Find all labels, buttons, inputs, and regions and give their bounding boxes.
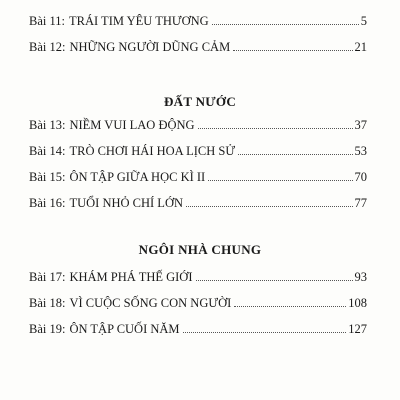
toc-lesson-number: Bài 19: (29, 322, 66, 336)
toc-page-number: 127 (348, 322, 367, 336)
toc-page-number: 53 (354, 144, 367, 158)
toc-lesson-title: VÌ CUỘC SỐNG CON NGƯỜI (69, 296, 232, 310)
toc-leader-dots (212, 23, 359, 25)
toc-lesson-title: TRÒ CHƠI HÁI HOA LỊCH SỬ (69, 144, 236, 158)
toc-lesson-number: Bài 17: (29, 270, 66, 284)
toc-lesson-number: Bài 16: (29, 196, 66, 210)
toc-lesson-number: Bài 14: (29, 144, 66, 158)
toc-lesson-title: TRÁI TIM YÊU THƯƠNG (69, 14, 209, 28)
toc-entry-lesson-17[interactable] (29, 268, 367, 284)
toc-entry-lesson-19[interactable] (29, 320, 367, 336)
toc-leader-dots (186, 205, 353, 207)
toc-lesson-title: ÔN TẬP CUỐI NĂM (69, 322, 180, 336)
toc-lesson-title: KHÁM PHÁ THẾ GIỚI (69, 270, 193, 284)
toc-leader-dots (233, 49, 352, 51)
toc-lesson-title: NIỀM VUI LAO ĐỘNG (69, 118, 195, 132)
toc-entry-lesson-13[interactable] (29, 116, 367, 132)
toc-leader-dots (183, 331, 347, 333)
toc-page-number: 77 (354, 196, 367, 210)
toc-leader-dots (234, 305, 346, 307)
toc-page-number: 70 (354, 170, 367, 184)
toc-leader-dots (238, 153, 352, 155)
section-heading-ngoi-nha-chung: NGÔI NHÀ CHUNG (138, 242, 262, 257)
toc-leader-dots (208, 179, 352, 181)
toc-entry-lesson-14[interactable] (29, 142, 367, 158)
toc-entry-lesson-15[interactable] (29, 168, 367, 184)
toc-leader-dots (198, 127, 353, 129)
toc-lesson-number: Bài 12: (29, 40, 66, 54)
toc-lesson-title: ÔN TẬP GIỮA HỌC KÌ II (69, 170, 206, 184)
toc-entry-lesson-12[interactable] (29, 38, 367, 54)
toc-page-number: 37 (354, 118, 367, 132)
toc-page-number: 5 (360, 14, 367, 28)
toc-entry-lesson-18[interactable] (29, 294, 367, 310)
toc-entry-lesson-11[interactable] (29, 12, 367, 28)
toc-lesson-number: Bài 15: (29, 170, 66, 184)
toc-lesson-title: NHỮNG NGƯỜI DŨNG CẢM (69, 40, 231, 54)
section-heading-dat-nuoc: ĐẤT NƯỚC (163, 94, 237, 109)
toc-entry-lesson-16[interactable] (29, 194, 367, 210)
toc-page-number: 93 (354, 270, 367, 284)
toc-lesson-number: Bài 11: (29, 14, 65, 28)
toc-lesson-number: Bài 18: (29, 296, 66, 310)
toc-lesson-title: TUỔI NHỎ CHÍ LỚN (69, 196, 183, 210)
toc-page-number: 108 (348, 296, 367, 310)
toc-lesson-number: Bài 13: (29, 118, 66, 132)
toc-page-number: 21 (354, 40, 367, 54)
toc-leader-dots (196, 279, 353, 281)
